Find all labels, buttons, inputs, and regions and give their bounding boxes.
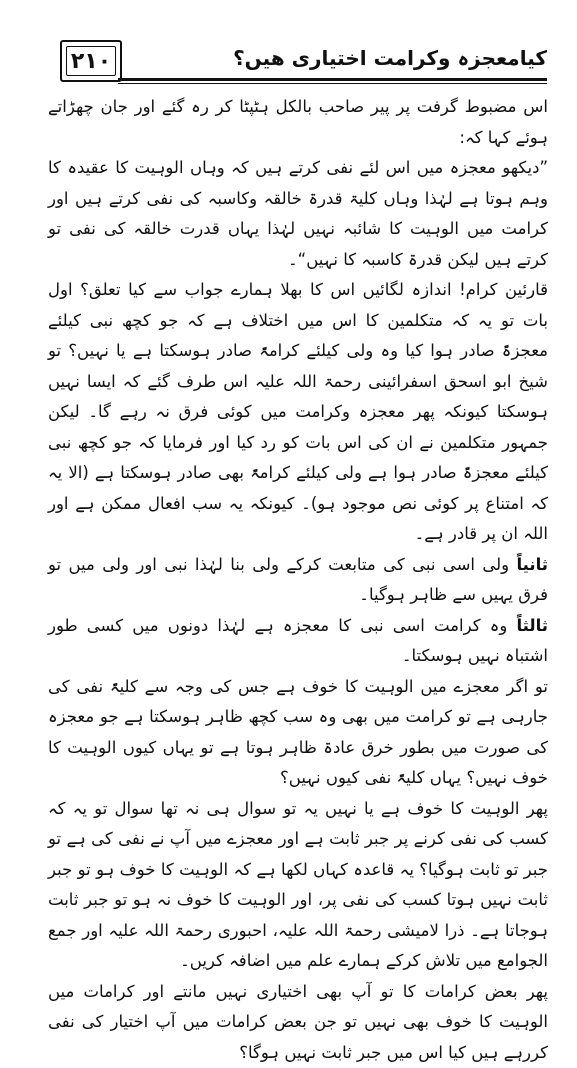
paragraph-second-point (48, 550, 548, 611)
quotation: ”دیکھو معجزہ میں اس لئے نفی کرتے ہیں کہ وہاں الوہیت کا عقیدہ کا وہم ہوتا ہے لہٰذا وہاں کلیۃ قدرۃ خالقہ وکاسبہ کی نفی کرتے ہیں اور کرامت میں الوہیت کا شائبہ نہیں لہٰذا یہاں قدرت خالقہ کی نفی تو کرتے ہیں لیکن قدرۃ کاسبہ کا نہیں“۔ (48, 153, 548, 275)
page-header (60, 40, 547, 84)
paragraph-closing: پھر بعض کرامات کا تو آپ بھی اختیاری نہیں مانتے اور کرامات میں الوہیت کا خوف بھی نہیں تو جن بعض کرامات میں آپ اختیار کی نفی کررہے ہیں کیا اس میں جبر ثابت نہیں ہوگا؟ (48, 977, 548, 1068)
third-point-text: وہ کرامت اسی نبی کا معجزہ ہے لہٰذا دونوں میں کسی طور اشتباہ نہیں ہوسکتا۔ (48, 616, 548, 666)
running-title: کیامعجزہ وکرامت اختیاری ھیں؟ (233, 46, 547, 70)
paragraph-intro: اس مضبوط گرفت پر پیر صاحب بالکل ہٹپٹا کر رہ گئے اور جان چھڑاتے ہوئے کہا کہ: (48, 92, 548, 153)
second-point-lead: ثانیاً (516, 555, 548, 574)
paragraph-first-point: قارئین کرام! اندازہ لگائیں اس کا بھلا ہمارے جواب سے کیا تعلق؟ اول بات تو یہ کہ متکلمین کا اس میں اختلاف ہے کہ جو کچھ نبی کیلئے معجزۃً صادر ہوا کیا وہ ولی کیلئے کرامۃً صادر ہوسکتا ہے یا نہیں؟ تو شیخ ابو اسحق اسفرائینی رحمۃ اللہ علیہ اس طرف گئے کہ ایسا نہیں ہوسکتا کیونکہ پھر معجزہ وکرامت میں کوئی فرق نہ رہے گا۔ لیکن جمہور متکلمین نے ان کی اس بات کو رد کیا اور فرمایا کہ جو کچھ نبی کیلئے معجزۃً صادر ہوا ہے ولی کیلئے کرامۃً بھی صادر ہوسکتا ہے (الا یہ کہ امتناع پر کوئی نص موجود ہو)۔ کیونکہ یہ سب افعال ممکن ہے اور اللہ ان پر قادر ہے۔ (48, 275, 548, 550)
paragraph-miracle-fear: تو اگر معجزے میں الوہیت کا خوف ہے جس کی وجہ سے کلیۃً نفی کی جارہی ہے تو کرامت میں بھی وہ سب کچھ ظاہر ہوسکتا ہے جو معجزہ کی صورت میں بطور خرق عادۃ ظاہر ہوتا ہے تو یہاں کیوں الوہیت کا خوف نہیں؟ یہاں کلیۃً نفی کیوں نہیں؟ (48, 672, 548, 794)
page-number: ۲۱۰ (60, 40, 122, 82)
header-rule (118, 78, 547, 81)
paragraph-compulsion: پھر الوہیت کا خوف ہے یا نہیں یہ تو سوال ہی نہ تھا سوال تو یہ کہ کسب کی نفی کرنے پر جبر ثابت ہے اور معجزے میں آپ نے نفی کی ہے تو جبر تو ثابت ہوگیا؟ یہ قاعدہ کہاں لکھا ہے کہ الوہیت کا خوف ہو تو جبر ثابت نہیں ہوتا کسب کی نفی پر، اور الوہیت کا خوف نہ ہو تو جبر ثابت ہوجاتا ہے۔ ذرا لامیشی رحمۃ اللہ علیہ، احبوری رحمۃ اللہ علیہ اور جمع الجوامع میں تلاش کرکے ہمارے علم میں اضافہ کریں۔ (48, 794, 548, 977)
page-body (48, 92, 548, 1068)
third-point-lead: ثالثاً (516, 616, 548, 635)
second-point-text: ولی اسی نبی کی متابعت کرکے ولی بنا لہٰذا نبی اور ولی میں تو فرق یہیں سے ظاہر ہوگیا۔ (48, 555, 548, 605)
header-rule-thin (118, 83, 547, 84)
paragraph-third-point (48, 611, 548, 672)
